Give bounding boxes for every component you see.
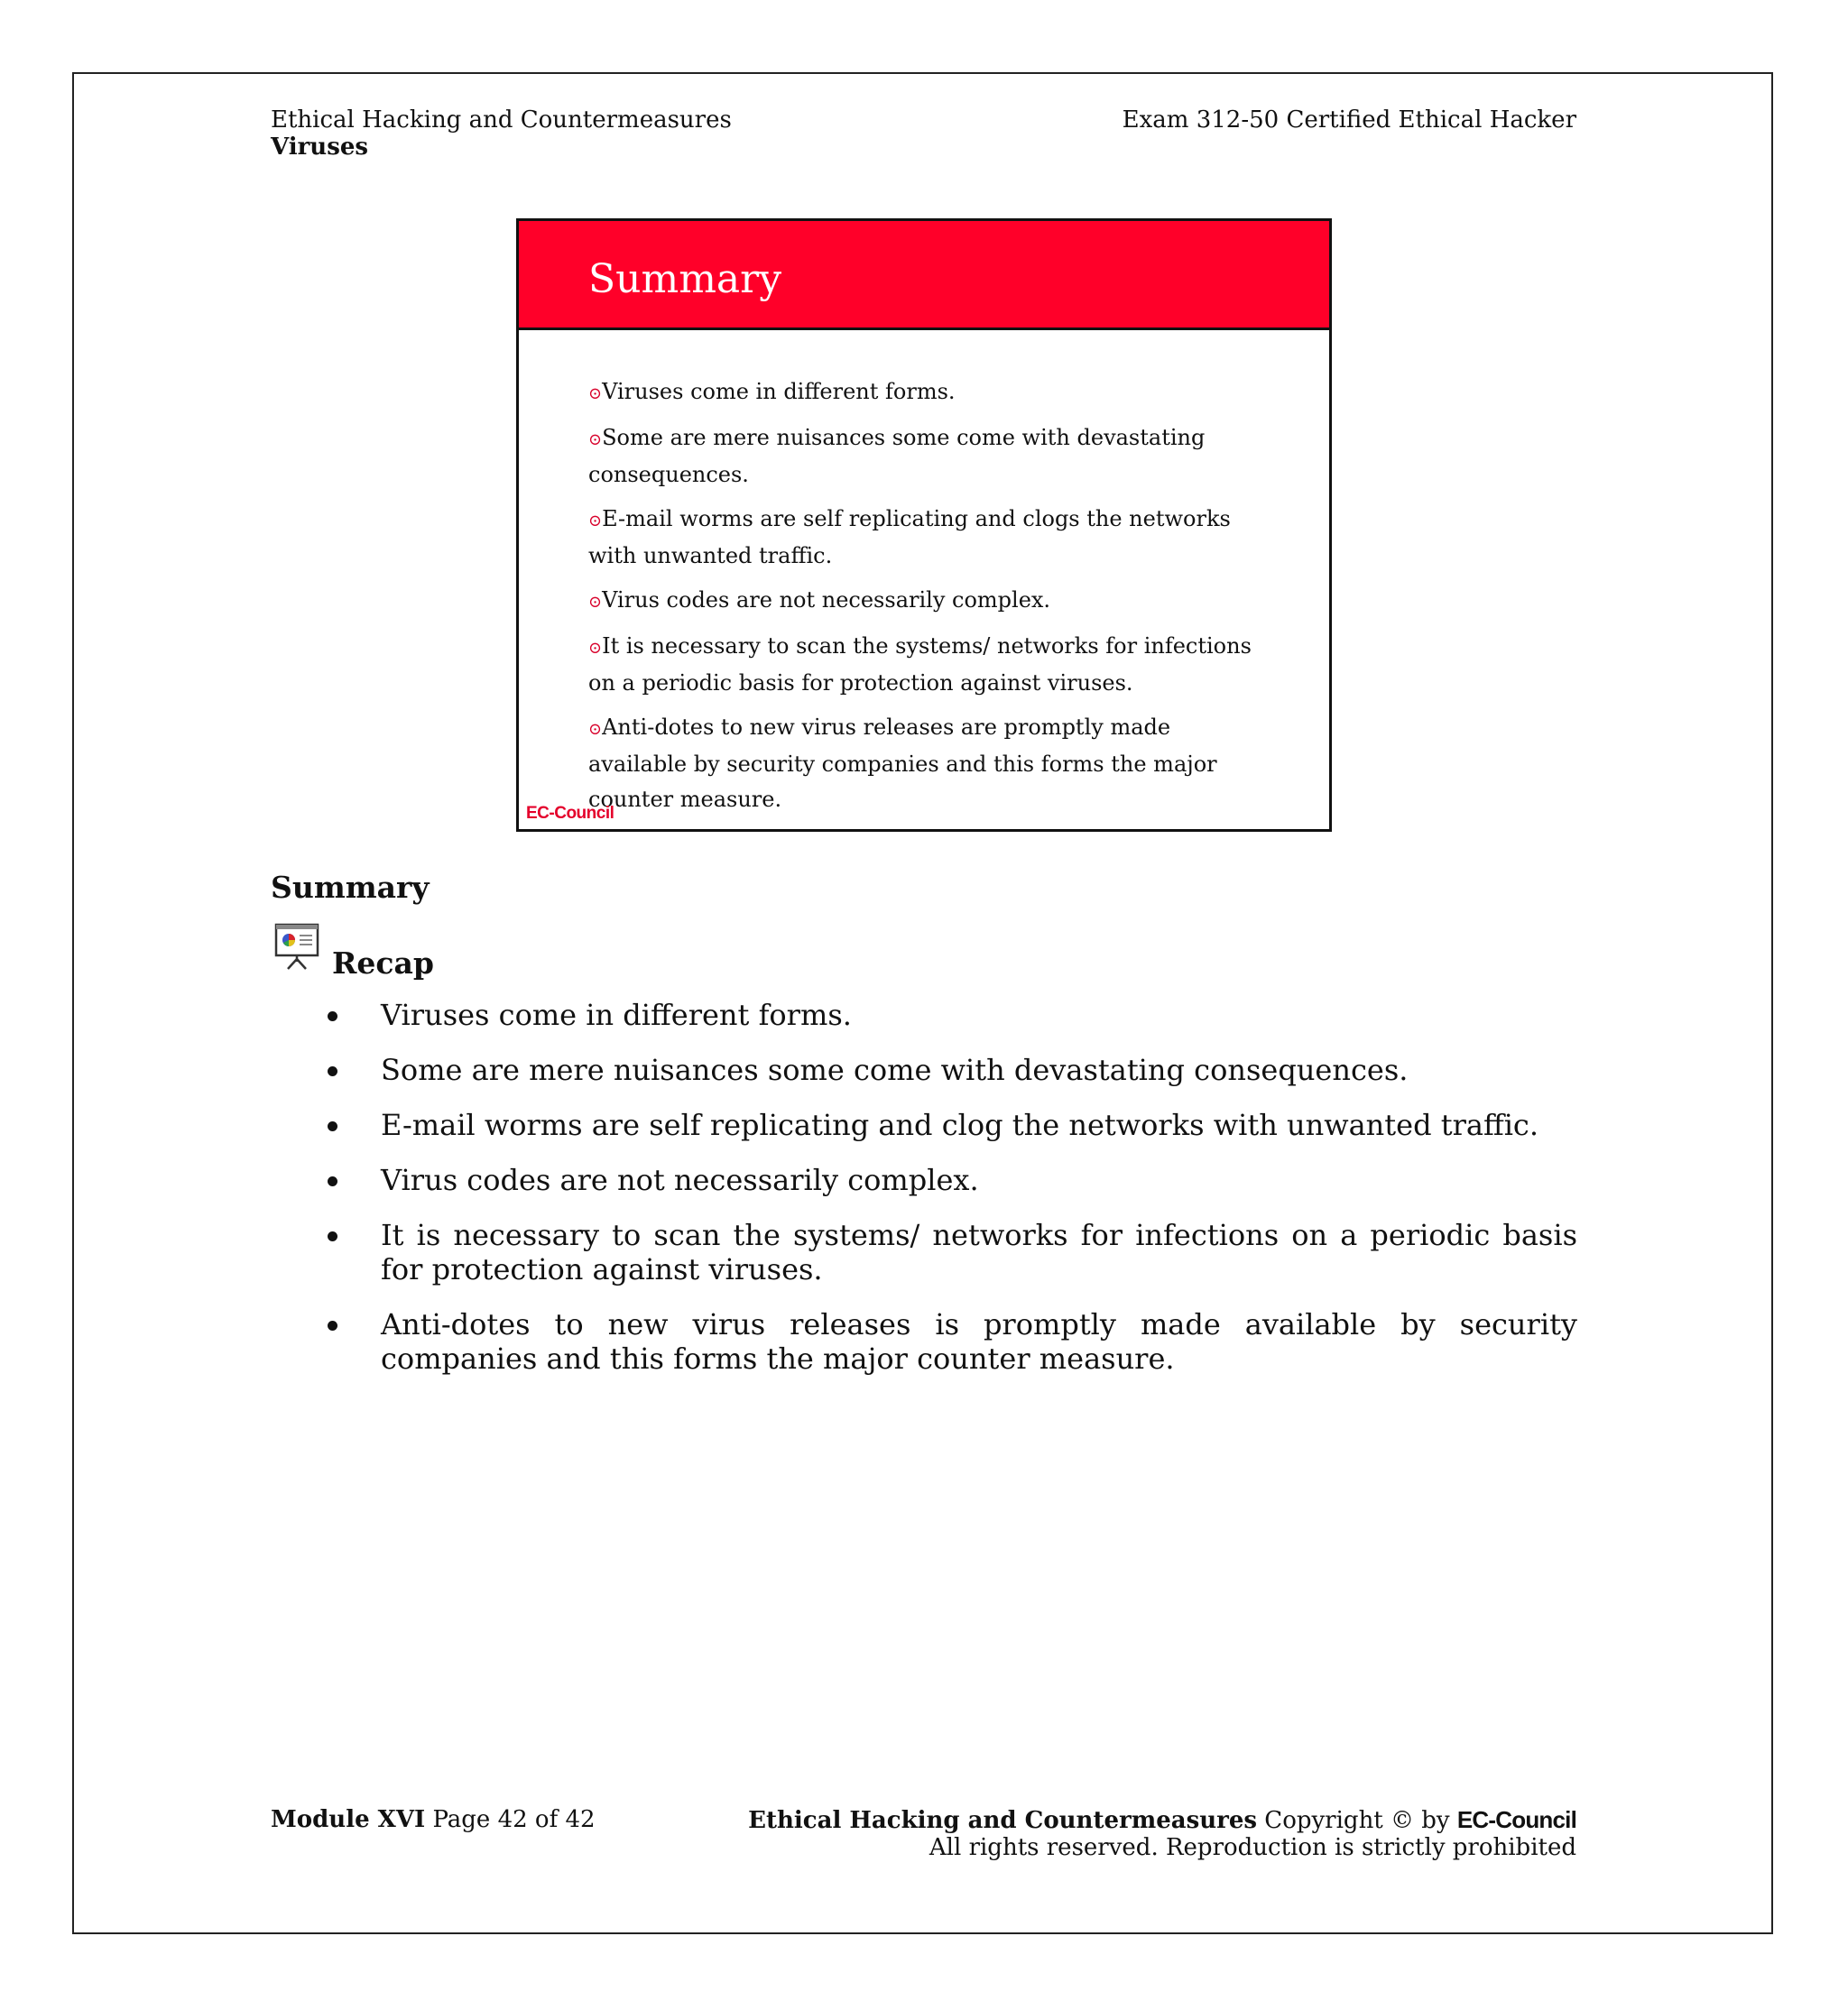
list-item-text: Anti-dotes to new virus releases is promptly made available by security companies and this forms the major counter measure. (381, 1307, 1577, 1376)
recap-bullet-list (321, 998, 1577, 1397)
slide-header-bar (519, 221, 1329, 330)
bullet-dot-icon (328, 1231, 337, 1241)
header-left (271, 106, 732, 161)
bullet-dot-icon (328, 1321, 337, 1331)
target-bullet-icon: ⊙ (588, 639, 603, 658)
page-number: Page 42 of 42 (432, 1806, 596, 1833)
slide-image (516, 218, 1332, 832)
list-item (321, 1053, 1577, 1087)
list-item (321, 1108, 1577, 1142)
slide-list-item (588, 420, 1274, 493)
bullet-dot-icon (328, 1121, 337, 1131)
target-bullet-icon: ⊙ (588, 593, 603, 612)
footer-page-info (271, 1806, 596, 1833)
copyright-line (748, 1806, 1576, 1834)
target-bullet-icon: ⊙ (588, 512, 603, 530)
module-title: Viruses (271, 134, 369, 161)
target-bullet-icon: ⊙ (588, 720, 603, 739)
presentation-board-icon (273, 922, 321, 971)
footer-course-title: Ethical Hacking and Countermeasures (748, 1807, 1258, 1834)
list-item-text: It is necessary to scan the systems/ networks for infections on a periodic basis for protection against viruses. (381, 1218, 1577, 1286)
target-bullet-icon: ⊙ (588, 384, 603, 403)
list-item (321, 998, 1577, 1032)
slide-item-text: E-mail worms are self replicating and clogs the networks with unwanted traffic. (588, 506, 1231, 568)
slide-list-item (588, 502, 1274, 574)
list-item-text: Viruses come in different forms. (381, 998, 852, 1032)
slide-list-item (588, 629, 1274, 701)
section-heading: Summary (271, 870, 430, 905)
bullet-dot-icon (328, 1176, 337, 1186)
slide-item-text: Viruses come in different forms. (602, 379, 956, 404)
rights-text: All rights reserved. Reproduction is strictly prohibited (929, 1834, 1576, 1861)
slide-bullet-list (588, 374, 1274, 826)
footer-copyright (748, 1806, 1576, 1861)
copyright-text: Copyright © by (1264, 1807, 1450, 1834)
slide-item-text: Virus codes are not necessarily complex. (602, 587, 1051, 613)
slide-list-item (588, 710, 1274, 817)
list-item (321, 1218, 1577, 1286)
slide-list-item (588, 374, 1274, 411)
slide-item-text: Some are mere nuisances some come with devastating consequences. (588, 425, 1206, 487)
list-item-text: Virus codes are not necessarily complex. (381, 1163, 979, 1197)
course-title: Ethical Hacking and Countermeasures (271, 106, 732, 134)
ec-council-logo: EC-Council (526, 804, 614, 823)
exam-title: Exam 312-50 Certified Ethical Hacker (1122, 106, 1576, 134)
bullet-dot-icon (328, 1011, 337, 1021)
ec-council-logo: EC-Council (1456, 1806, 1576, 1833)
bullet-dot-icon (328, 1066, 337, 1076)
list-item-text: E-mail worms are self replicating and clog the networks with unwanted traffic. (381, 1108, 1539, 1142)
slide-list-item (588, 583, 1274, 620)
recap-heading: Recap (332, 945, 434, 981)
module-number: Module XVI (271, 1806, 426, 1833)
slide-item-text: Anti-dotes to new virus releases are promptly made available by security companies and this forms the major counter measure. (588, 715, 1217, 812)
list-item (321, 1307, 1577, 1376)
target-bullet-icon: ⊙ (588, 430, 603, 449)
list-item (321, 1163, 1577, 1197)
slide-title: Summary (588, 256, 782, 302)
list-item-text: Some are mere nuisances some come with devastating consequences. (381, 1053, 1409, 1087)
slide-item-text: It is necessary to scan the systems/ networks for infections on a periodic basis for protection against viruses. (588, 633, 1252, 696)
